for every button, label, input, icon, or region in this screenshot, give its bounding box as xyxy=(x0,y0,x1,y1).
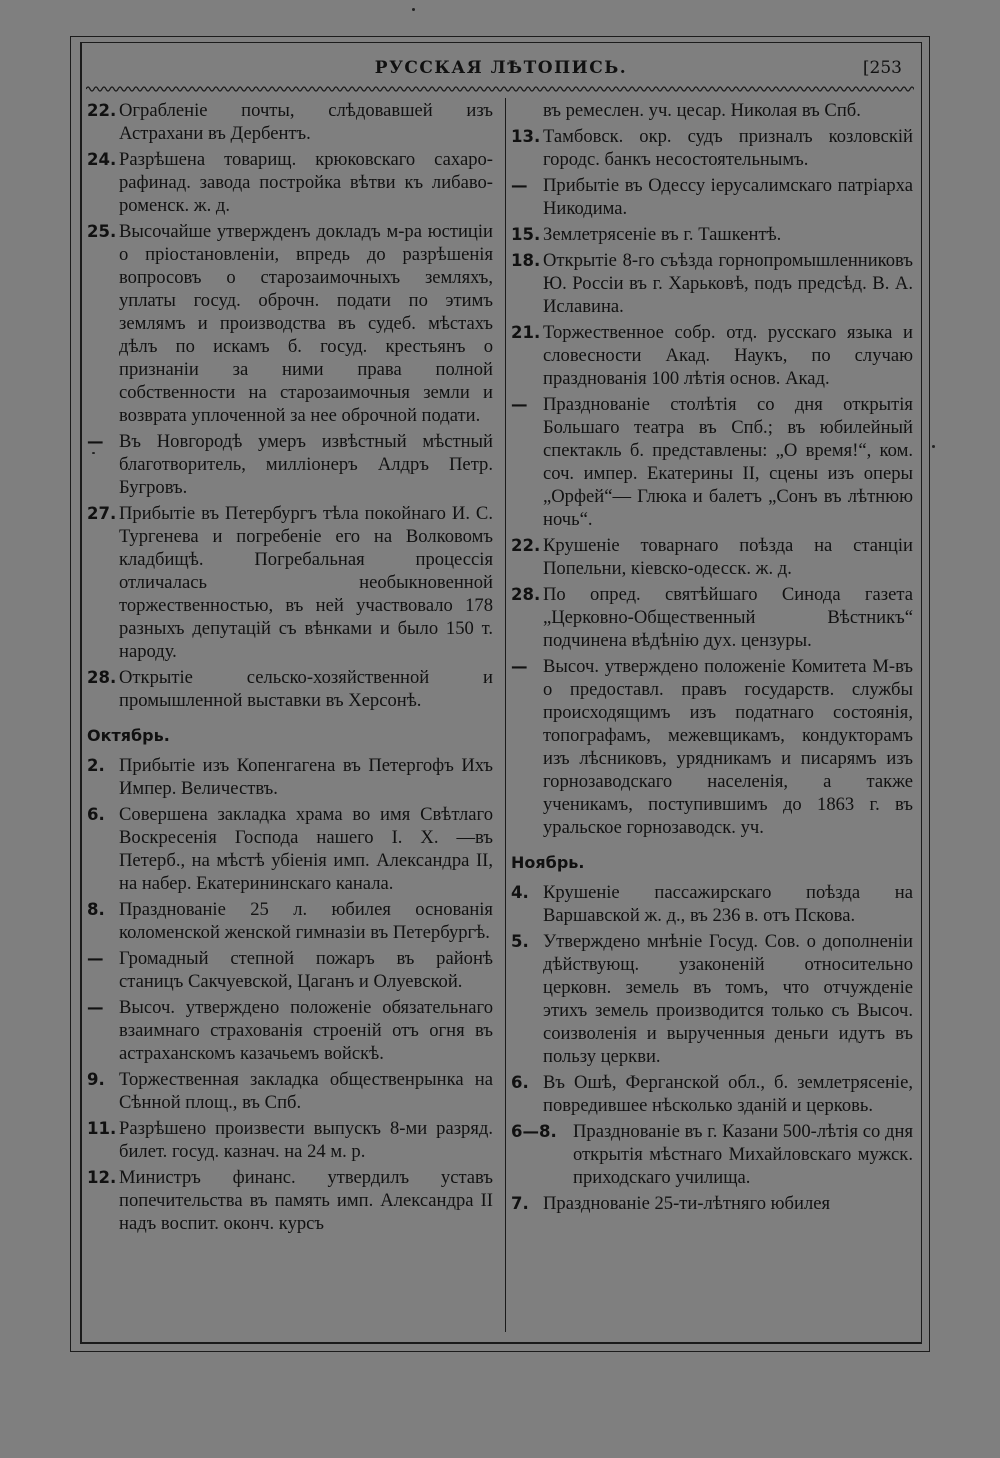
entry-text: Министръ финанс. утвердилъ уставъ попечительства въ память имп. Александра II надъ воспит. оконч. курсъ xyxy=(119,1167,493,1234)
entry-text: Торжественное собр. отд. русскаго языка и словесности Акад. Наукъ, по случаю празднованія 100 лѣтія основ. Акад. xyxy=(543,322,913,389)
entry-date: 18. xyxy=(511,251,541,270)
entry-date: 22. xyxy=(87,101,117,120)
entry-text: Высочайше утвержденъ докладъ м-ра юстиціи о пріостановленіи, впредь до разрѣшенія вопросовъ о старозаимочныхъ земляхъ, уплаты госуд. оброчн. подати по этимъ землямъ и производства въ судеб. мѣстахъ дѣлъ по искамъ б. госуд. крестьянъ о признаніи за ними права полной собственности на старозаимочныя земли и возврата уплоченной за нее оброчной подати. xyxy=(119,221,493,426)
running-head xyxy=(80,58,922,84)
right-column xyxy=(511,99,913,1218)
chronicle-entry xyxy=(87,754,493,800)
chronicle-entry xyxy=(87,99,493,145)
print-speck xyxy=(412,8,415,11)
chronicle-entry xyxy=(87,1068,493,1114)
entry-date: 2. xyxy=(87,756,105,775)
entry-text: Открытіе сельско-хозяйственной и промышленной выставки въ Херсонѣ. xyxy=(119,667,493,711)
chronicle-entry xyxy=(511,125,913,171)
chronicle-entry xyxy=(87,430,493,499)
chronicle-entry xyxy=(87,148,493,217)
chronicle-entry xyxy=(511,249,913,318)
chronicle-entry xyxy=(511,881,913,927)
entry-date: 6. xyxy=(87,805,105,824)
entry-date: 28. xyxy=(87,668,117,687)
entry-text: Утверждено мнѣніе Госуд. Сов. о дополненіи дѣйствующ. узаконеній относительно церковн. земель въ томъ, что отчужденіе этихъ земель производится только съ Высоч. соизволенія и вырученныя деньги идутъ въ пользу церкви. xyxy=(543,931,913,1067)
entry-date: — xyxy=(511,657,528,676)
entry-date: — xyxy=(87,949,104,968)
entry-date: 13. xyxy=(511,127,541,146)
chronicle-entry xyxy=(87,996,493,1065)
entry-date: 7. xyxy=(511,1194,529,1213)
entry-text: Въ Новгородѣ умеръ извѣстный мѣстный благотворитель, милліонеръ Алдръ Петр. Бугровъ. xyxy=(119,431,493,498)
entry-text: По опред. святѣйшаго Синода газета „Церковно-Общественный Вѣстникъ“ подчинена вѣдѣнію дух. цензуры. xyxy=(543,584,913,651)
entry-date: — xyxy=(511,176,528,195)
print-speck xyxy=(92,452,95,454)
chronicle-entry xyxy=(511,393,913,531)
entry-date: 21. xyxy=(511,323,541,342)
entry-date: — xyxy=(87,998,104,1017)
chronicle-entry xyxy=(87,1166,493,1235)
entry-text: Высоч. утверждено положеніе Комитета М-въ о предоставл. правъ государств. службы происходящимъ изъ податнаго состоянія, топографамъ, межевщикамъ, кондукторамъ изъ лѣсниковъ, урядникамъ и писарямъ изъ горнозаводскаго населенія, а также ученикамъ, поступившимъ до 1863 г. въ уральское горнозаводск. уч. xyxy=(543,656,913,838)
chronicle-entry xyxy=(87,502,493,663)
entry-text: Крушеніе товарнаго поѣзда на станціи Попельни, кіевско-одесск. ж. д. xyxy=(543,535,913,579)
entry-text: Высоч. утверждено положеніе обязательнаго взаимнаго страхованія строеній отъ огня въ астраханскомъ казачьемъ войскѣ. xyxy=(119,997,493,1064)
entry-text: въ ремеслен. уч. цесар. Николая въ Спб. xyxy=(543,100,861,121)
entry-text: Землетрясеніе въ г. Ташкентѣ. xyxy=(543,224,782,245)
chronicle-entry xyxy=(511,1192,913,1215)
entry-text: Открытіе 8-го съѣзда горнопромышленниковъ Ю. Россіи въ г. Харьковѣ, подъ предсѣд. В. А. Иславина. xyxy=(543,250,913,317)
chronicle-entry xyxy=(511,1071,913,1117)
entry-text: Прибытіе въ Одессу іерусалимскаго патріарха Никодима. xyxy=(543,175,913,219)
left-column xyxy=(87,99,493,1238)
page-number: [253 xyxy=(862,58,902,78)
entry-text: Празднованіе 25-ти-лѣтняго юбилея xyxy=(543,1193,831,1214)
month-heading: Ноябрь. xyxy=(511,853,585,872)
entry-text: Разрѣшено произвести выпускъ 8-ми разряд. билет. госуд. казнач. на 24 м. р. xyxy=(119,1118,493,1162)
column-divider xyxy=(505,98,506,1332)
month-heading: Октябрь. xyxy=(87,726,170,745)
entry-text: Крушеніе пассажирскаго поѣзда на Варшавской ж. д., въ 236 в. отъ Пскова. xyxy=(543,882,913,926)
chronicle-entry xyxy=(87,803,493,895)
entry-date: 12. xyxy=(87,1168,117,1187)
chronicle-entry xyxy=(87,666,493,712)
entry-date: 6—8. xyxy=(511,1122,557,1141)
chronicle-entry xyxy=(87,898,493,944)
entry-date: 8. xyxy=(87,900,105,919)
entry-date: — xyxy=(87,432,104,451)
entry-date: 28. xyxy=(511,585,541,604)
entry-date: 11. xyxy=(87,1119,117,1138)
chronicle-entry xyxy=(87,947,493,993)
chronicle-entry xyxy=(511,655,913,839)
entry-date: 9. xyxy=(87,1070,105,1089)
entry-text: Празднованіе въ г. Казани 500-лѣтія со дня открытія мѣстнаго Михайловскаго мужск. приходскаго училища. xyxy=(573,1121,913,1188)
entry-text: Въ Ошѣ, Ферганской обл., б. землетрясеніе, повредившее нѣсколько зданій и церковь. xyxy=(543,1072,913,1116)
entry-text: Торжественная закладка общественрынка на Сѣнной площ., въ Спб. xyxy=(119,1069,493,1113)
entry-date: 15. xyxy=(511,225,541,244)
chronicle-entry xyxy=(511,223,913,246)
entry-date: 5. xyxy=(511,932,529,951)
chronicle-entry xyxy=(511,1120,913,1189)
print-speck xyxy=(932,445,935,448)
entry-date: 6. xyxy=(511,1073,529,1092)
entry-date: 27. xyxy=(87,504,117,523)
entry-text: Прибытіе въ Петербургъ тѣла покойнаго И. С. Тургенева и погребеніе его на Волковомъ кладбищѣ. Погребальная процессія отличалась необыкновенной торжественностью, въ ней участвовало 178 разныхъ депутацій съ вѣнками и было 150 т. народу. xyxy=(119,503,493,662)
entry-text: Разрѣшена товарищ. крюковскаго сахаро-рафинад. завода постройка вѣтви къ либаво-роменск. ж. д. xyxy=(119,149,493,216)
entry-text: Тамбовск. окр. судъ призналъ козловскій городс. банкъ несостоятельнымъ. xyxy=(543,126,913,170)
entry-date: 22. xyxy=(511,536,541,555)
entry-date: 24. xyxy=(87,150,117,169)
entry-text: Прибытіе изъ Копенгагена въ Петергофъ Ихъ Импер. Величествъ. xyxy=(119,755,493,799)
journal-title: РУССКАЯ ЛѢТОПИСЬ. xyxy=(374,58,628,78)
entry-text: Ограбленіе почты, слѣдовавшей изъ Астрахани въ Дербентъ. xyxy=(119,100,493,144)
entry-text: Празднованіе столѣтія со дня открытія Большаго театра въ Спб.; въ юбилейный спектакль б. представлены: „О время!“, ком. соч. импер. Екатерины II, сцены изъ оперы „Орфей“— Глюка и балетъ „Сонъ въ лѣтнюю ночь“. xyxy=(543,394,913,530)
entry-text: Совершена закладка храма во имя Свѣтлаго Воскресенія Господа нашего І. Х. —въ Петерб., на мѣстѣ убіенія имп. Александра II, на набер. Екатерининскаго канала. xyxy=(119,804,493,894)
entry-text: Громадный степной пожаръ въ районѣ станицъ Сакчуевской, Цаганъ и Олуевской. xyxy=(119,948,493,992)
chronicle-entry xyxy=(511,99,913,122)
entry-text: Празднованіе 25 л. юбилея основанія коломенской женской гимназіи въ Петербургѣ. xyxy=(119,899,493,943)
chronicle-entry xyxy=(511,583,913,652)
chronicle-entry xyxy=(87,220,493,427)
chronicle-entry xyxy=(511,534,913,580)
chronicle-entry xyxy=(511,930,913,1068)
chronicle-entry xyxy=(511,321,913,390)
chronicle-entry xyxy=(511,174,913,220)
entry-date: 4. xyxy=(511,883,529,902)
entry-date: — xyxy=(511,395,528,414)
wavy-rule xyxy=(86,84,914,94)
chronicle-entry xyxy=(87,1117,493,1163)
entry-date: 25. xyxy=(87,222,117,241)
